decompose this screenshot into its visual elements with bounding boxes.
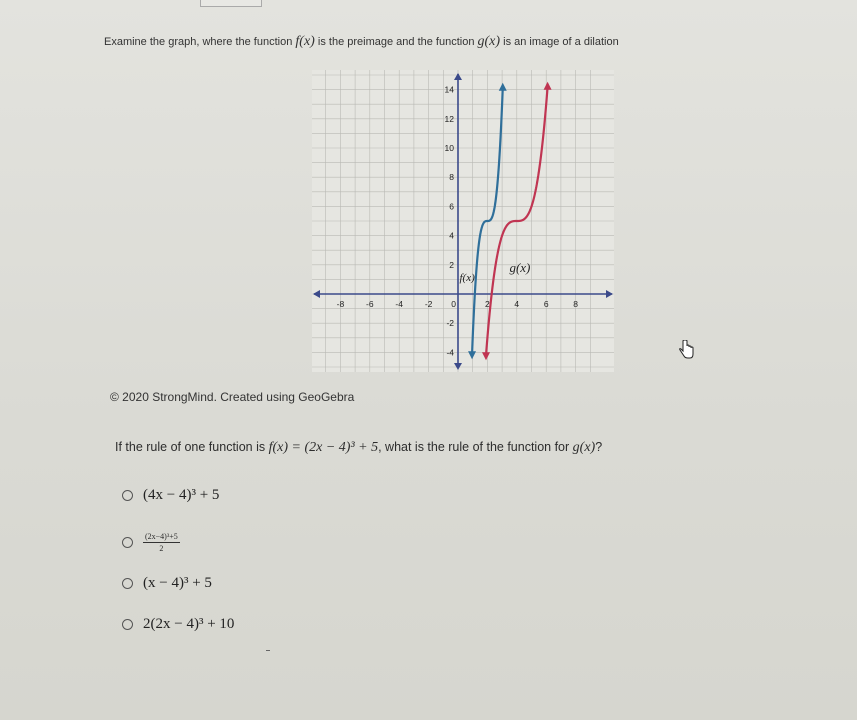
question-text: [115, 440, 602, 456]
prompt-text: [104, 34, 619, 50]
top-tab-edge: [200, 0, 262, 7]
answer-fraction: [143, 532, 180, 553]
answer-option-label: 2(2x − 4)³ + 10: [143, 616, 235, 632]
hand-cursor-icon: [678, 340, 694, 360]
x-tick-label: 8: [573, 299, 578, 309]
graph-credit: © 2020 StrongMind. Created using GeoGebra: [110, 390, 355, 404]
x-tick-label: 6: [543, 299, 549, 309]
answer-option-2[interactable]: [122, 532, 180, 553]
prompt-g-symbol: g(x): [477, 34, 501, 49]
question-part-2: , what is the rule of the function for: [378, 440, 570, 454]
answer-option-label: (x − 4)³ + 5: [143, 575, 212, 591]
function-graph: [312, 70, 614, 372]
f-label: f(x): [459, 271, 475, 284]
x-tick-label: -8: [336, 299, 345, 309]
fraction-denominator: 2: [159, 544, 164, 553]
y-tick-label: 6: [449, 201, 454, 212]
prompt-part-1: Examine the graph, where the function: [104, 36, 293, 48]
prompt-part-2: is the preimage and the function: [317, 36, 475, 48]
g-label: g(x): [509, 260, 531, 276]
y-tick-label: 10: [444, 143, 454, 153]
answer-option-3[interactable]: [122, 575, 212, 592]
y-tick-label: 4: [449, 230, 454, 241]
radio-button[interactable]: [122, 619, 133, 630]
y-tick-label: 12: [444, 113, 454, 124]
answer-option-1[interactable]: [122, 487, 219, 504]
x-tick-label: -4: [395, 299, 403, 309]
question-part-1: If the rule of one function is: [115, 440, 266, 454]
radio-button[interactable]: [122, 490, 133, 501]
prompt-part-3: is an image of a dilation: [503, 36, 619, 48]
radio-button[interactable]: [122, 578, 133, 589]
y-tick-label: 14: [444, 84, 454, 95]
answer-option-4[interactable]: [122, 616, 234, 633]
y-tick-label: -4: [446, 347, 454, 358]
y-tick-label: -2: [446, 318, 454, 329]
x-tick-label: 2: [485, 299, 490, 309]
question-mark: ?: [595, 440, 603, 454]
prompt-f-symbol: f(x): [295, 34, 315, 49]
fraction-numerator: (2x−4)³+5: [145, 532, 178, 541]
question-g-symbol: g(x): [572, 440, 596, 455]
x-tick-label: -2: [424, 299, 433, 309]
stray-mark: [266, 650, 270, 651]
x-tick-label: 0: [451, 299, 456, 309]
x-tick-label: 4: [514, 299, 520, 309]
y-tick-label: 2: [449, 259, 454, 270]
radio-button[interactable]: [122, 537, 133, 548]
x-tick-label: -6: [366, 299, 374, 309]
y-tick-label: 8: [449, 172, 454, 183]
question-rule: f(x) = (2x − 4)³ + 5: [268, 440, 379, 455]
answer-option-label: (4x − 4)³ + 5: [143, 487, 220, 503]
